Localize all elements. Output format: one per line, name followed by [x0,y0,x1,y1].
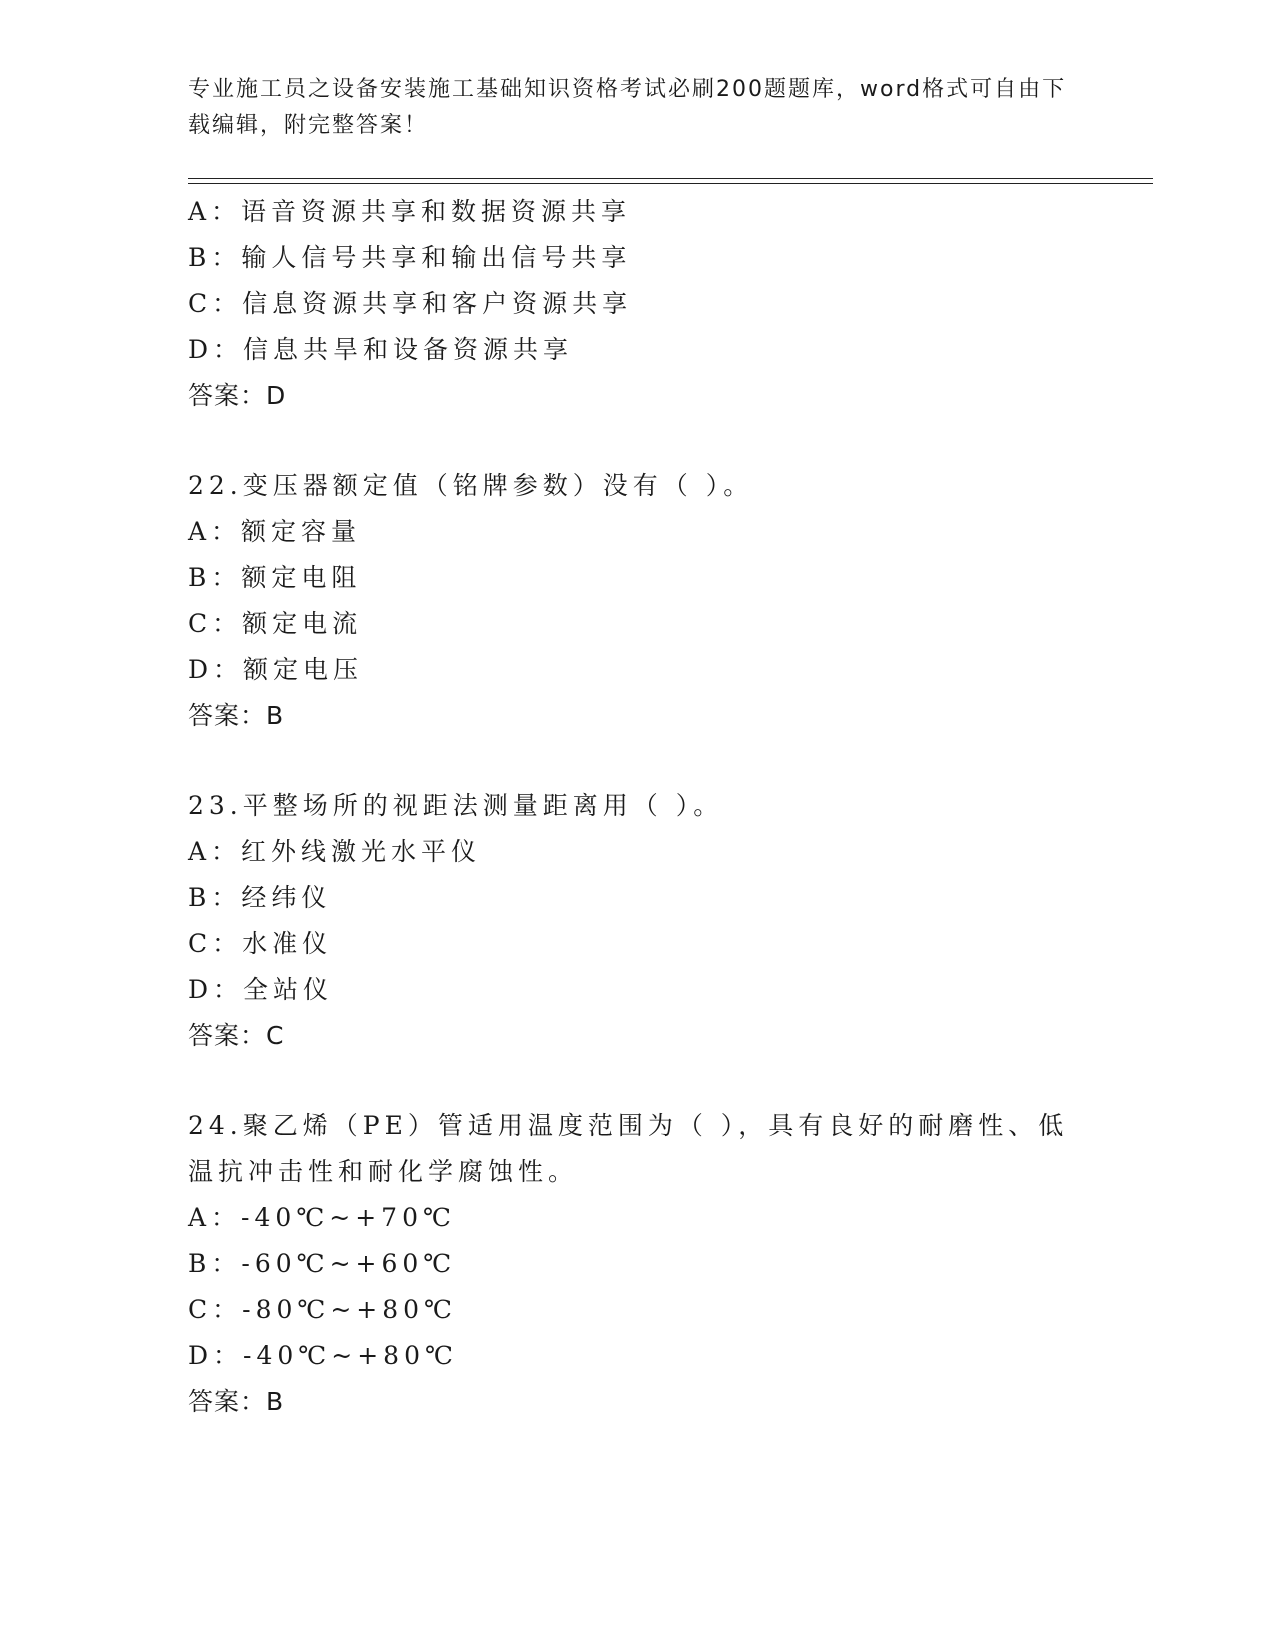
option-d: D：信息共旱和设备资源共享 [188,335,574,364]
question-stem: 23.平整场所的视距法测量距离用（ ）。 [188,791,724,820]
option-b: B：-60℃~+60℃ [188,1249,457,1278]
option-a: A：语音资源共享和数据资源共享 [188,197,632,226]
option-b: B：输人信号共享和输出信号共享 [188,243,632,272]
option-a: A：-40℃~+70℃ [188,1203,456,1232]
question-stem: 22.变压器额定值（铭牌参数）没有（ ）。 [188,471,754,500]
question-stem: 24.聚乙烯（PE）管适用温度范围为（ ），具有良好的耐磨性、低温抗冲击性和耐化学腐蚀性。 [188,1111,1069,1186]
document-header: 专业施工员之设备安装施工基础知识资格考试必刷200题题库，word格式可自由下载编辑，附完整答案！ [188,77,1067,138]
option-d: D：-40℃~+80℃ [188,1341,458,1370]
answer: 答案：D [188,381,287,410]
option-a: A：红外线激光水平仪 [188,837,482,866]
question-24 [188,1103,1088,1425]
question-22 [188,463,1088,739]
question-21-partial [188,189,1088,419]
header-divider-top [188,178,1153,179]
option-c: C：额定电流 [188,609,363,638]
option-d: D：全站仪 [188,975,334,1004]
option-c: C：-80℃~+80℃ [188,1295,458,1324]
option-c: C：信息资源共享和客户资源共享 [188,289,633,318]
question-23 [188,783,1088,1059]
option-a: A：额定容量 [188,517,362,546]
answer: 答案：B [188,701,285,730]
option-b: B：经纬仪 [188,883,332,912]
option-d: D：额定电压 [188,655,364,684]
answer: 答案：C [188,1021,285,1050]
document-body [188,189,1088,1425]
option-c: C：水准仪 [188,929,333,958]
answer: 答案：B [188,1387,285,1416]
header-divider-bottom [188,183,1153,184]
option-b: B：额定电阻 [188,563,362,592]
